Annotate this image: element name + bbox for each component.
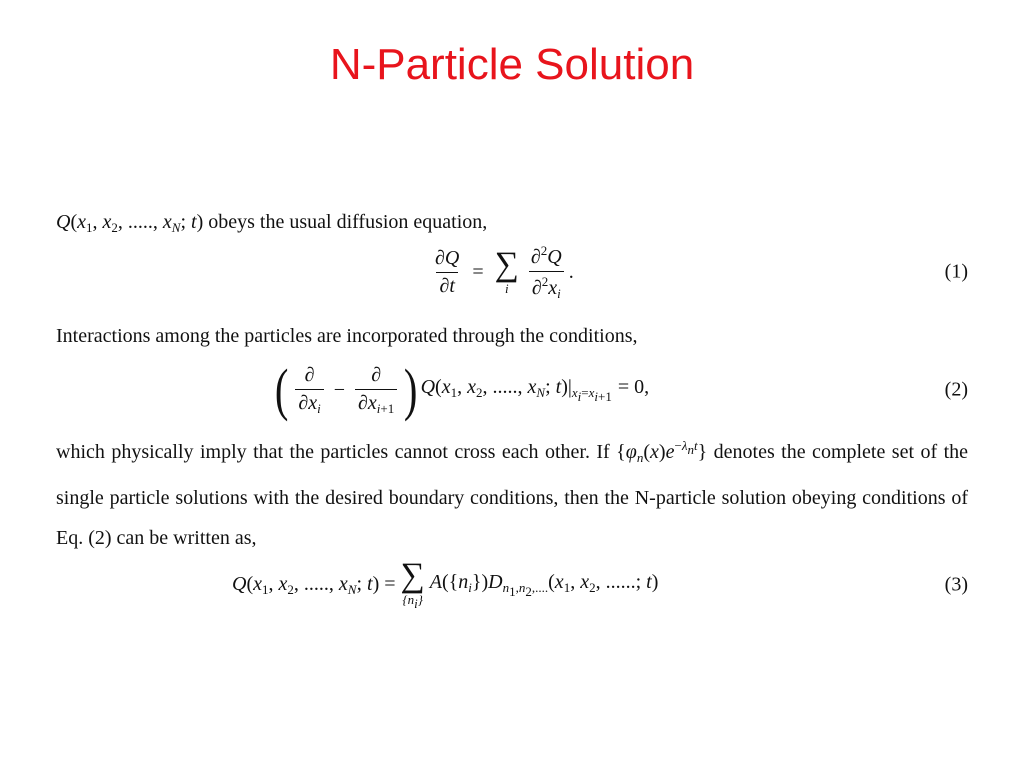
solution-paragraph xyxy=(56,426,968,558)
equation-1 xyxy=(56,232,968,312)
equation-3 xyxy=(56,545,968,625)
boundary-condition-equation: ( $\frac{\partial}{\partial x_i}$ − $\frac{\partial}{\partial x_{i+1}}$ ) $Q(x_1$, $x_2$, ....., $x_N$; $t)|_{x_i=x_{i+1}} = 0$, xyxy=(274,357,650,422)
equation-2 xyxy=(56,345,968,435)
interactions-paragraph: Interactions among the particles are incorporated through the conditions, xyxy=(56,325,638,347)
slide-title: N-Particle Solution xyxy=(329,40,695,89)
n-particle-solution-equation: $Q(x_1$, $x_2$, ....., $x_N$; t) = ∑ $\{n_i\}$ $A(\{n_i\})D_{n_1,n_2,....}(x_1$, $x_2$, ......; t) xyxy=(232,557,659,611)
equation-1-number: (1) xyxy=(944,260,968,283)
equation-3-number: (3) xyxy=(944,573,968,596)
intro-text: obeys the usual diffusion equation, xyxy=(203,211,488,233)
solution-text-head: which physically imply that the particles cannot cross each other. If xyxy=(56,441,617,463)
diffusion-equation: $\frac{\partial Q}{\partial t}$ = ∑ i $\frac{\partial^2Q}{\partial^2x_i}$ . xyxy=(435,242,574,301)
solution-text-tail: denotes the complete set of the single particle solutions with the desired boundary conditions, then the N-particle solution obeying conditions of Eq. (2) can be written as, xyxy=(56,441,969,549)
single-particle-set: $\{\varphi_n(x)e^{-\lambda_nt}\}$ xyxy=(616,438,708,465)
equation-2-number: (2) xyxy=(944,378,968,401)
q-function-expression: $Q(x_1$, $x_2$, ....., $x_N$; t) xyxy=(56,211,204,235)
